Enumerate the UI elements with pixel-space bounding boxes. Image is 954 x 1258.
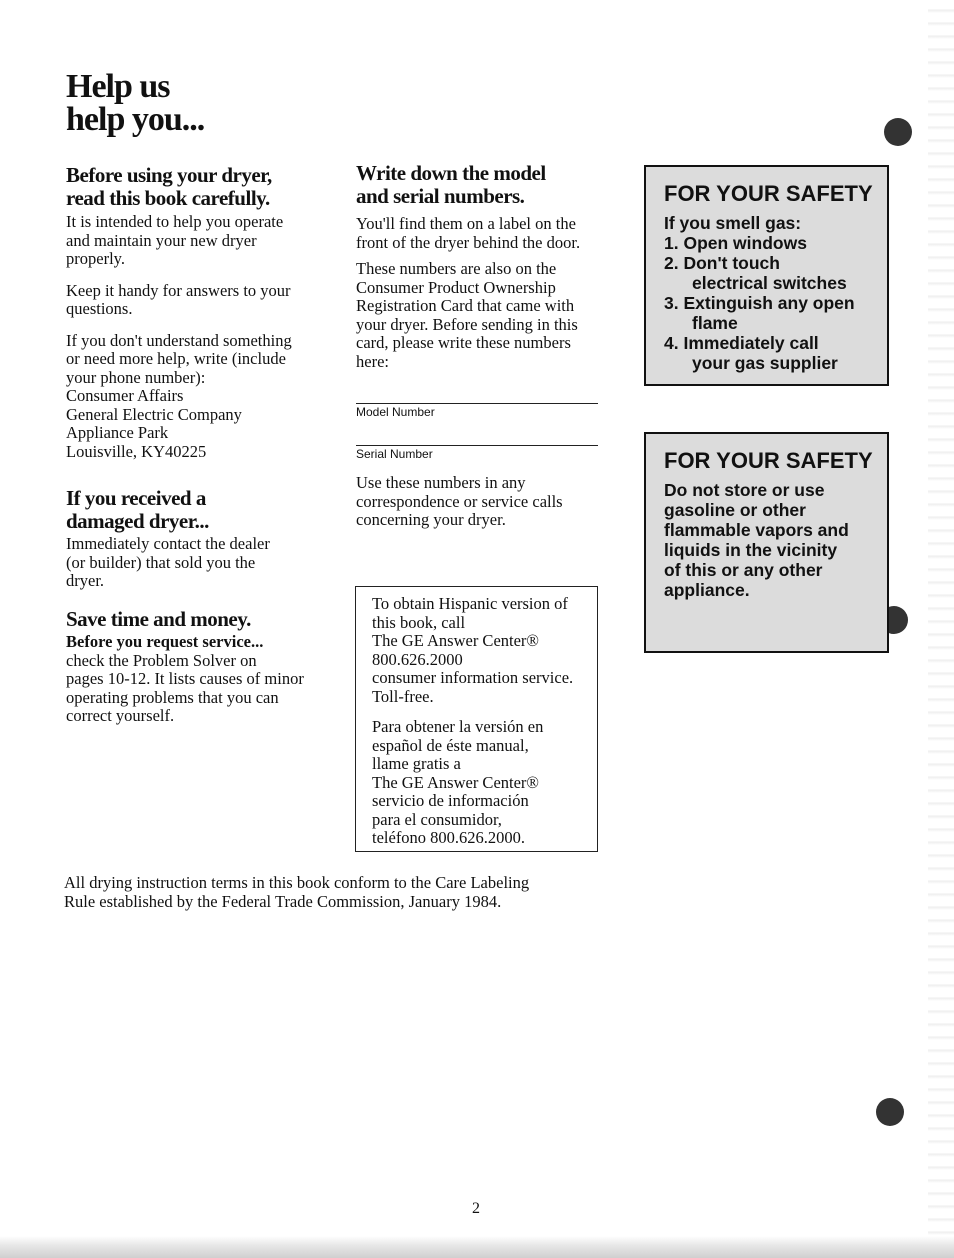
before-paragraph-1: It is intended to help you operate and maintain your new dryer properly. bbox=[66, 212, 284, 268]
address: Consumer Affairs General Electric Company Appliance Park Louisville, KY40225 bbox=[66, 386, 242, 461]
page-title: Help us help you... bbox=[66, 68, 205, 138]
damaged-paragraph: Immediately contact the dealer (or builder) that sold you the dryer. bbox=[66, 534, 270, 590]
damaged-section bbox=[66, 487, 326, 591]
save-paragraph: Before you request service... check the Problem Solver on pages 10-12. It lists causes of minor operating problems that you can correct yourself. bbox=[66, 632, 304, 725]
save-heading: Save time and money. bbox=[66, 607, 251, 631]
before-section bbox=[66, 164, 326, 461]
save-section bbox=[66, 608, 326, 726]
model-section bbox=[356, 162, 601, 371]
damaged-heading: If you received a damaged dryer... bbox=[66, 486, 209, 533]
safety-title: FOR YOUR SAFETY bbox=[664, 448, 873, 473]
hispanic-english: To obtain Hispanic version of this book, call The GE Answer Center® 800.626.2000 consumer information service. Toll-free. bbox=[372, 594, 574, 706]
punch-hole-icon bbox=[884, 118, 912, 146]
before-heading: Before using your dryer, read this book carefully. bbox=[66, 163, 272, 210]
page-number: 2 bbox=[472, 1200, 480, 1217]
model-number-field: Model Number bbox=[356, 403, 598, 419]
scan-edge bbox=[928, 0, 954, 1258]
serial-number-field: Serial Number bbox=[356, 445, 598, 461]
before-paragraph-2: Keep it handy for answers to your questions. bbox=[66, 280, 291, 318]
safety-box-vapors: FOR YOUR SAFETY Do not store or use gasoline or other flammable vapors and liquids in the vicinity of this or any other appliance. bbox=[644, 432, 889, 653]
safety-title: FOR YOUR SAFETY bbox=[664, 181, 873, 206]
use-paragraph: Use these numbers in any correspondence or service calls concerning your dryer. bbox=[356, 473, 563, 529]
model-heading: Write down the model and serial numbers. bbox=[356, 161, 546, 208]
model-paragraph-1: You'll find them on a label on the front of the dryer behind the door. bbox=[356, 214, 581, 252]
safety-box-gas: FOR YOUR SAFETY If you smell gas: 1. Open windows 2. Don't touch electrical switches 3. Extinguish any open flame 4. Immediately call your gas supplier bbox=[644, 165, 889, 386]
punch-hole-icon bbox=[876, 1098, 904, 1126]
before-paragraph-3: If you don't understand something or need more help, write (include your phone number): bbox=[66, 330, 292, 387]
hispanic-version-box bbox=[355, 586, 598, 852]
footer-note: All drying instruction terms in this book conform to the Care Labeling Rule established by the Federal Trade Commission, January 1984. bbox=[64, 873, 530, 911]
scan-bottom-bar bbox=[0, 1236, 954, 1258]
hispanic-spanish: Para obtener la versión en español de éste manual, llame gratis a The GE Answer Center® servicio de información para el consumidor, teléfono 800.626.2000. bbox=[372, 717, 544, 847]
model-paragraph-2: These numbers are also on the Consumer Product Ownership Registration Card that came with your dryer. Before sending in this card, please write these numbers here: bbox=[356, 259, 578, 371]
